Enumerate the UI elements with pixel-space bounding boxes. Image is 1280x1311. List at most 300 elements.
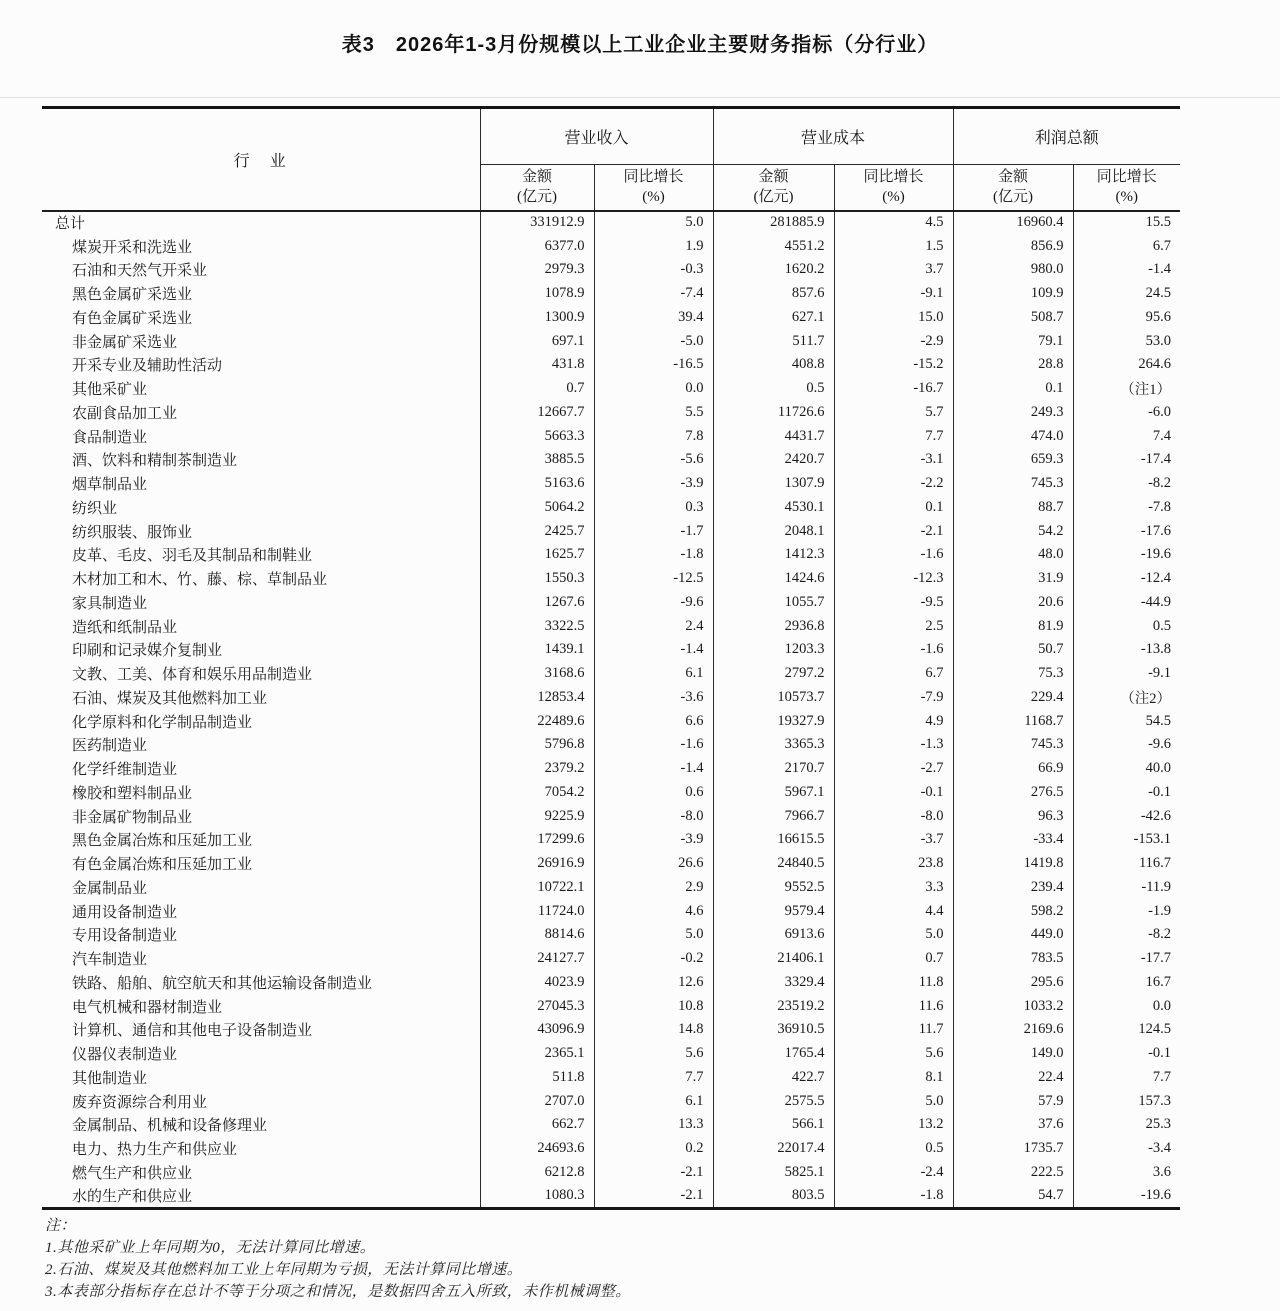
- value-cell: 6.1: [594, 1089, 713, 1113]
- page-divider: [0, 97, 1280, 98]
- table-row: [42, 1161, 1180, 1185]
- industry-name-cell: 铁路、船舶、航空航天和其他运输设备制造业: [72, 975, 373, 992]
- value-cell: 5663.3: [480, 424, 594, 448]
- value-cell: -8.2: [1073, 472, 1180, 496]
- value-cell: 95.6: [1073, 306, 1180, 330]
- value-cell: 2575.5: [713, 1089, 834, 1113]
- value-cell: -8.0: [594, 804, 713, 828]
- value-cell: 281885.9: [713, 211, 834, 235]
- value-cell: 1550.3: [480, 567, 594, 591]
- header-line: 金额: [998, 169, 1029, 186]
- value-cell: 1.5: [834, 234, 953, 258]
- value-cell: 2.5: [834, 614, 953, 638]
- value-cell: 2.4: [594, 614, 713, 638]
- value-cell: 2936.8: [713, 614, 834, 638]
- industry-name-cell: 有色金属冶炼和压延加工业: [72, 857, 253, 874]
- value-cell: 3.7: [834, 258, 953, 282]
- value-cell: 157.3: [1073, 1089, 1180, 1113]
- value-cell: 1300.9: [480, 306, 594, 330]
- value-cell: 5163.6: [480, 472, 594, 496]
- value-cell: 12853.4: [480, 686, 594, 710]
- value-cell: -7.4: [594, 282, 713, 306]
- value-cell: 0.2: [594, 1137, 713, 1161]
- table-row: [42, 733, 1180, 757]
- value-cell: 0.5: [713, 377, 834, 401]
- table-row: [42, 353, 1180, 377]
- value-cell: 4.4: [834, 899, 953, 923]
- value-cell: 1419.8: [953, 852, 1073, 876]
- table-row: [42, 258, 1180, 282]
- value-cell: 23.8: [834, 852, 953, 876]
- value-cell: 449.0: [953, 923, 1073, 947]
- table-row: [42, 1184, 1180, 1208]
- value-cell: 5.0: [834, 1089, 953, 1113]
- table-row: [42, 211, 1180, 235]
- value-cell: 54.5: [1073, 709, 1180, 733]
- industry-name-cell: 非金属矿采选业: [72, 334, 178, 351]
- value-cell: 54.7: [953, 1184, 1073, 1208]
- table-row: [42, 1113, 1180, 1137]
- industry-name-cell: 计算机、通信和其他电子设备制造业: [72, 1023, 313, 1040]
- value-cell: 4.6: [594, 899, 713, 923]
- table-row: [42, 306, 1180, 330]
- table-row: [42, 1018, 1180, 1042]
- value-cell: 4.5: [834, 211, 953, 235]
- value-cell: 10722.1: [480, 876, 594, 900]
- industry-name-cell: 农副食品加工业: [72, 405, 178, 422]
- value-cell: -3.9: [594, 472, 713, 496]
- value-cell: -1.6: [834, 543, 953, 567]
- value-cell: 50.7: [953, 638, 1073, 662]
- value-cell: 1735.7: [953, 1137, 1073, 1161]
- value-cell: 36910.5: [713, 1018, 834, 1042]
- value-cell: 6913.6: [713, 923, 834, 947]
- value-cell: -1.4: [594, 638, 713, 662]
- value-cell: 6.1: [594, 662, 713, 686]
- industry-name-cell: 纺织服装、服饰业: [72, 524, 193, 541]
- value-cell: 857.6: [713, 282, 834, 306]
- value-cell: 16615.5: [713, 828, 834, 852]
- industry-name-cell: 通用设备制造业: [72, 904, 178, 921]
- value-cell: 2169.6: [953, 1018, 1073, 1042]
- value-cell: -17.7: [1073, 947, 1180, 971]
- table-row: [42, 519, 1180, 543]
- value-cell: 5.6: [594, 1042, 713, 1066]
- value-cell: 1078.9: [480, 282, 594, 306]
- value-cell: 4551.2: [713, 234, 834, 258]
- value-cell: -2.1: [834, 519, 953, 543]
- value-cell: 508.7: [953, 306, 1073, 330]
- table-row: [42, 614, 1180, 638]
- value-cell: 566.1: [713, 1113, 834, 1137]
- table-body: [42, 211, 1180, 1209]
- value-cell: 2379.2: [480, 757, 594, 781]
- value-cell: -9.1: [834, 282, 953, 306]
- value-cell: 14.8: [594, 1018, 713, 1042]
- table-row: [42, 591, 1180, 615]
- value-cell: -0.3: [594, 258, 713, 282]
- value-cell: 4023.9: [480, 971, 594, 995]
- value-cell: 2048.1: [713, 519, 834, 543]
- value-cell: -1.6: [594, 733, 713, 757]
- table-row: [42, 329, 1180, 353]
- table-row: [42, 757, 1180, 781]
- value-cell: 222.5: [953, 1161, 1073, 1185]
- value-cell: 1439.1: [480, 638, 594, 662]
- value-cell: 331912.9: [480, 211, 594, 235]
- value-cell: -5.0: [594, 329, 713, 353]
- value-cell: 24.5: [1073, 282, 1180, 306]
- industry-name-cell: 水的生产和供应业: [72, 1188, 193, 1205]
- value-cell: -0.2: [594, 947, 713, 971]
- value-cell: 54.2: [953, 519, 1073, 543]
- industry-name-cell: 总计: [55, 216, 86, 233]
- revenue-amount-header: [480, 165, 594, 211]
- value-cell: 803.5: [713, 1184, 834, 1208]
- value-cell: 23519.2: [713, 994, 834, 1018]
- value-cell: 10.8: [594, 994, 713, 1018]
- industry-name-cell: 非金属矿物制品业: [72, 809, 193, 826]
- industry-name-cell: 石油、煤炭及其他燃料加工业: [72, 690, 268, 707]
- value-cell: 6377.0: [480, 234, 594, 258]
- value-cell: 3329.4: [713, 971, 834, 995]
- value-cell: 5064.2: [480, 496, 594, 520]
- industry-name-cell: 电气机械和器材制造业: [72, 999, 223, 1016]
- value-cell: 5.6: [834, 1042, 953, 1066]
- value-cell: 659.3: [953, 448, 1073, 472]
- value-cell: 96.3: [953, 804, 1073, 828]
- value-cell: 1620.2: [713, 258, 834, 282]
- value-cell: 22489.6: [480, 709, 594, 733]
- value-cell: 856.9: [953, 234, 1073, 258]
- table-row: [42, 686, 1180, 710]
- value-cell: 19327.9: [713, 709, 834, 733]
- value-cell: -2.1: [594, 1161, 713, 1185]
- value-cell: 2979.3: [480, 258, 594, 282]
- value-cell: -9.6: [594, 591, 713, 615]
- value-cell: -1.9: [1073, 899, 1180, 923]
- value-cell: 6212.8: [480, 1161, 594, 1185]
- value-cell: 2170.7: [713, 757, 834, 781]
- industry-name-cell: 其他制造业: [72, 1070, 148, 1087]
- value-cell: 53.0: [1073, 329, 1180, 353]
- value-cell: -6.0: [1073, 401, 1180, 425]
- value-cell: 1.9: [594, 234, 713, 258]
- value-cell: -153.1: [1073, 828, 1180, 852]
- table-row: [42, 448, 1180, 472]
- value-cell: 1055.7: [713, 591, 834, 615]
- value-cell: 5796.8: [480, 733, 594, 757]
- value-cell: 109.9: [953, 282, 1073, 306]
- value-cell: 11.8: [834, 971, 953, 995]
- table-row: [42, 638, 1180, 662]
- industry-name-cell: 石油和天然气开采业: [72, 263, 208, 280]
- value-cell: 5.0: [834, 923, 953, 947]
- value-cell: -0.1: [834, 781, 953, 805]
- table-row: [42, 567, 1180, 591]
- value-cell: 431.8: [480, 353, 594, 377]
- value-cell: （注1）: [1073, 377, 1180, 401]
- value-cell: -11.9: [1073, 876, 1180, 900]
- profit-amount-header: [953, 165, 1073, 211]
- footnote-line: 2.石油、煤炭及其他燃料加工业上年同期为亏损，无法计算同比增速。: [45, 1261, 523, 1278]
- value-cell: -19.6: [1073, 1184, 1180, 1208]
- industry-name-cell: 汽车制造业: [72, 952, 148, 969]
- table-row: [42, 852, 1180, 876]
- industry-name-cell: 黑色金属冶炼和压延加工业: [72, 833, 253, 850]
- value-cell: 22.4: [953, 1066, 1073, 1090]
- value-cell: 3885.5: [480, 448, 594, 472]
- table-row: [42, 781, 1180, 805]
- value-cell: -9.1: [1073, 662, 1180, 686]
- table-row: [42, 662, 1180, 686]
- value-cell: 12667.7: [480, 401, 594, 425]
- profit-growth-header: [1073, 165, 1180, 211]
- value-cell: 3365.3: [713, 733, 834, 757]
- industry-name-cell: 酒、饮料和精制茶制造业: [72, 453, 238, 470]
- value-cell: 4.9: [834, 709, 953, 733]
- footnote-label: 注：: [45, 1217, 77, 1234]
- value-cell: -15.2: [834, 353, 953, 377]
- value-cell: -1.8: [594, 543, 713, 567]
- value-cell: -17.6: [1073, 519, 1180, 543]
- value-cell: 4530.1: [713, 496, 834, 520]
- value-cell: 0.7: [834, 947, 953, 971]
- header-unit: (%): [642, 189, 665, 206]
- value-cell: 11724.0: [480, 899, 594, 923]
- value-cell: 2365.1: [480, 1042, 594, 1066]
- value-cell: 2797.2: [713, 662, 834, 686]
- header-line: 金额: [521, 169, 552, 186]
- value-cell: -3.4: [1073, 1137, 1180, 1161]
- value-cell: -9.5: [834, 591, 953, 615]
- value-cell: 9225.9: [480, 804, 594, 828]
- industry-name-cell: 家具制造业: [72, 595, 148, 612]
- value-cell: 745.3: [953, 472, 1073, 496]
- value-cell: 0.1: [953, 377, 1073, 401]
- header-unit: (%): [1115, 189, 1139, 206]
- table-row: [42, 1042, 1180, 1066]
- value-cell: 1307.9: [713, 472, 834, 496]
- value-cell: 2420.7: [713, 448, 834, 472]
- value-cell: 26916.9: [480, 852, 594, 876]
- table-row: [42, 543, 1180, 567]
- value-cell: 7966.7: [713, 804, 834, 828]
- value-cell: 48.0: [953, 543, 1073, 567]
- value-cell: -3.1: [834, 448, 953, 472]
- value-cell: 1168.7: [953, 709, 1073, 733]
- value-cell: 5.5: [594, 401, 713, 425]
- value-cell: 662.7: [480, 1113, 594, 1137]
- value-cell: 264.6: [1073, 353, 1180, 377]
- value-cell: 7.7: [594, 1066, 713, 1090]
- header-unit: (亿元): [993, 189, 1034, 206]
- value-cell: 2707.0: [480, 1089, 594, 1113]
- value-cell: -1.3: [834, 733, 953, 757]
- value-cell: 2425.7: [480, 519, 594, 543]
- footnote-line: 3.本表部分指标存在总计不等于分项之和情况，是数据四舍五入所致，未作机械调整。: [45, 1283, 631, 1300]
- value-cell: -8.0: [834, 804, 953, 828]
- value-cell: 3.3: [834, 876, 953, 900]
- value-cell: 511.7: [713, 329, 834, 353]
- table-row: [42, 496, 1180, 520]
- cost-group-header: 营业成本: [713, 108, 953, 165]
- revenue-group-header: 营业收入: [480, 108, 713, 165]
- value-cell: -13.8: [1073, 638, 1180, 662]
- value-cell: -1.6: [834, 638, 953, 662]
- value-cell: 1765.4: [713, 1042, 834, 1066]
- value-cell: 26.6: [594, 852, 713, 876]
- industry-name-cell: 电力、热力生产和供应业: [72, 1142, 238, 1159]
- value-cell: -7.9: [834, 686, 953, 710]
- value-cell: -3.6: [594, 686, 713, 710]
- industry-name-cell: 有色金属矿采选业: [72, 310, 193, 327]
- header-line: 同比增长: [623, 169, 684, 186]
- value-cell: 7.7: [1073, 1066, 1180, 1090]
- value-cell: 0.5: [1073, 614, 1180, 638]
- value-cell: 1267.6: [480, 591, 594, 615]
- value-cell: -33.4: [953, 828, 1073, 852]
- value-cell: -42.6: [1073, 804, 1180, 828]
- value-cell: 6.6: [594, 709, 713, 733]
- industry-name-cell: 化学原料和化学制品制造业: [72, 714, 253, 731]
- value-cell: -1.4: [1073, 258, 1180, 282]
- value-cell: 2.9: [594, 876, 713, 900]
- value-cell: -1.4: [594, 757, 713, 781]
- value-cell: 20.6: [953, 591, 1073, 615]
- value-cell: 980.0: [953, 258, 1073, 282]
- value-cell: 13.2: [834, 1113, 953, 1137]
- value-cell: 124.5: [1073, 1018, 1180, 1042]
- value-cell: 422.7: [713, 1066, 834, 1090]
- industry-name-cell: 仪器仪表制造业: [72, 1047, 178, 1064]
- header-unit: (%): [882, 189, 905, 206]
- value-cell: -44.9: [1073, 591, 1180, 615]
- value-cell: 149.0: [953, 1042, 1073, 1066]
- value-cell: -17.4: [1073, 448, 1180, 472]
- header-unit: (亿元): [753, 189, 794, 206]
- industry-name-cell: 木材加工和木、竹、藤、棕、草制品业: [72, 572, 328, 589]
- industry-column-header: 行 业: [42, 108, 480, 211]
- page-title: 表3 2026年1-3月份规模以上工业企业主要财务指标（分行业）: [341, 34, 939, 56]
- value-cell: -8.2: [1073, 923, 1180, 947]
- value-cell: -3.9: [594, 828, 713, 852]
- value-cell: 15.0: [834, 306, 953, 330]
- value-cell: 295.6: [953, 971, 1073, 995]
- value-cell: 39.4: [594, 306, 713, 330]
- value-cell: 598.2: [953, 899, 1073, 923]
- table-row: [42, 899, 1180, 923]
- value-cell: -19.6: [1073, 543, 1180, 567]
- value-cell: 5.0: [594, 923, 713, 947]
- value-cell: 11.6: [834, 994, 953, 1018]
- value-cell: 43096.9: [480, 1018, 594, 1042]
- table-row: [42, 876, 1180, 900]
- value-cell: -0.1: [1073, 781, 1180, 805]
- value-cell: （注2）: [1073, 686, 1180, 710]
- value-cell: 16.7: [1073, 971, 1180, 995]
- value-cell: -7.8: [1073, 496, 1180, 520]
- value-cell: 7054.2: [480, 781, 594, 805]
- value-cell: 1033.2: [953, 994, 1073, 1018]
- value-cell: 81.9: [953, 614, 1073, 638]
- value-cell: 3.6: [1073, 1161, 1180, 1185]
- profit-group-header: 利润总额: [953, 108, 1180, 165]
- header-unit: (亿元): [517, 189, 557, 206]
- industry-name-cell: 煤炭开采和洗选业: [72, 239, 193, 256]
- table-row: [42, 1066, 1180, 1090]
- value-cell: 0.1: [834, 496, 953, 520]
- industry-name-cell: 开采专业及辅助性活动: [72, 358, 223, 375]
- value-cell: 1424.6: [713, 567, 834, 591]
- value-cell: 1412.3: [713, 543, 834, 567]
- footnotes: [45, 1215, 1280, 1303]
- table-row: [42, 1089, 1180, 1113]
- value-cell: 627.1: [713, 306, 834, 330]
- value-cell: -16.5: [594, 353, 713, 377]
- value-cell: 0.7: [480, 377, 594, 401]
- value-cell: 57.9: [953, 1089, 1073, 1113]
- value-cell: 11.7: [834, 1018, 953, 1042]
- value-cell: -2.9: [834, 329, 953, 353]
- value-cell: -1.8: [834, 1184, 953, 1208]
- value-cell: 16960.4: [953, 211, 1073, 235]
- value-cell: 783.5: [953, 947, 1073, 971]
- value-cell: 697.1: [480, 329, 594, 353]
- value-cell: 4431.7: [713, 424, 834, 448]
- value-cell: -12.5: [594, 567, 713, 591]
- value-cell: 7.7: [834, 424, 953, 448]
- value-cell: -12.4: [1073, 567, 1180, 591]
- value-cell: 13.3: [594, 1113, 713, 1137]
- header-line: 同比增长: [1096, 169, 1157, 186]
- value-cell: 8814.6: [480, 923, 594, 947]
- industry-name-cell: 橡胶和塑料制品业: [72, 785, 193, 802]
- table-row: [42, 472, 1180, 496]
- financial-indicators-table: [42, 106, 1180, 1210]
- value-cell: 24840.5: [713, 852, 834, 876]
- value-cell: -9.6: [1073, 733, 1180, 757]
- value-cell: 3322.5: [480, 614, 594, 638]
- value-cell: 745.3: [953, 733, 1073, 757]
- value-cell: 1625.7: [480, 543, 594, 567]
- industry-name-cell: 纺织业: [72, 500, 118, 517]
- value-cell: 6.7: [1073, 234, 1180, 258]
- value-cell: 79.1: [953, 329, 1073, 353]
- value-cell: 0.5: [834, 1137, 953, 1161]
- value-cell: 116.7: [1073, 852, 1180, 876]
- value-cell: 75.3: [953, 662, 1073, 686]
- value-cell: 249.3: [953, 401, 1073, 425]
- value-cell: 17299.6: [480, 828, 594, 852]
- revenue-growth-header: [594, 165, 713, 211]
- value-cell: 5.7: [834, 401, 953, 425]
- value-cell: 229.4: [953, 686, 1073, 710]
- value-cell: 25.3: [1073, 1113, 1180, 1137]
- value-cell: 88.7: [953, 496, 1073, 520]
- value-cell: 21406.1: [713, 947, 834, 971]
- table-row: [42, 1137, 1180, 1161]
- table-row: [42, 828, 1180, 852]
- value-cell: 9552.5: [713, 876, 834, 900]
- industry-name-cell: 黑色金属矿采选业: [72, 287, 193, 304]
- value-cell: 7.4: [1073, 424, 1180, 448]
- value-cell: 5825.1: [713, 1161, 834, 1185]
- table-header: [42, 108, 1180, 211]
- value-cell: 1080.3: [480, 1184, 594, 1208]
- value-cell: -2.7: [834, 757, 953, 781]
- industry-name-cell: 废弃资源综合利用业: [72, 1094, 208, 1111]
